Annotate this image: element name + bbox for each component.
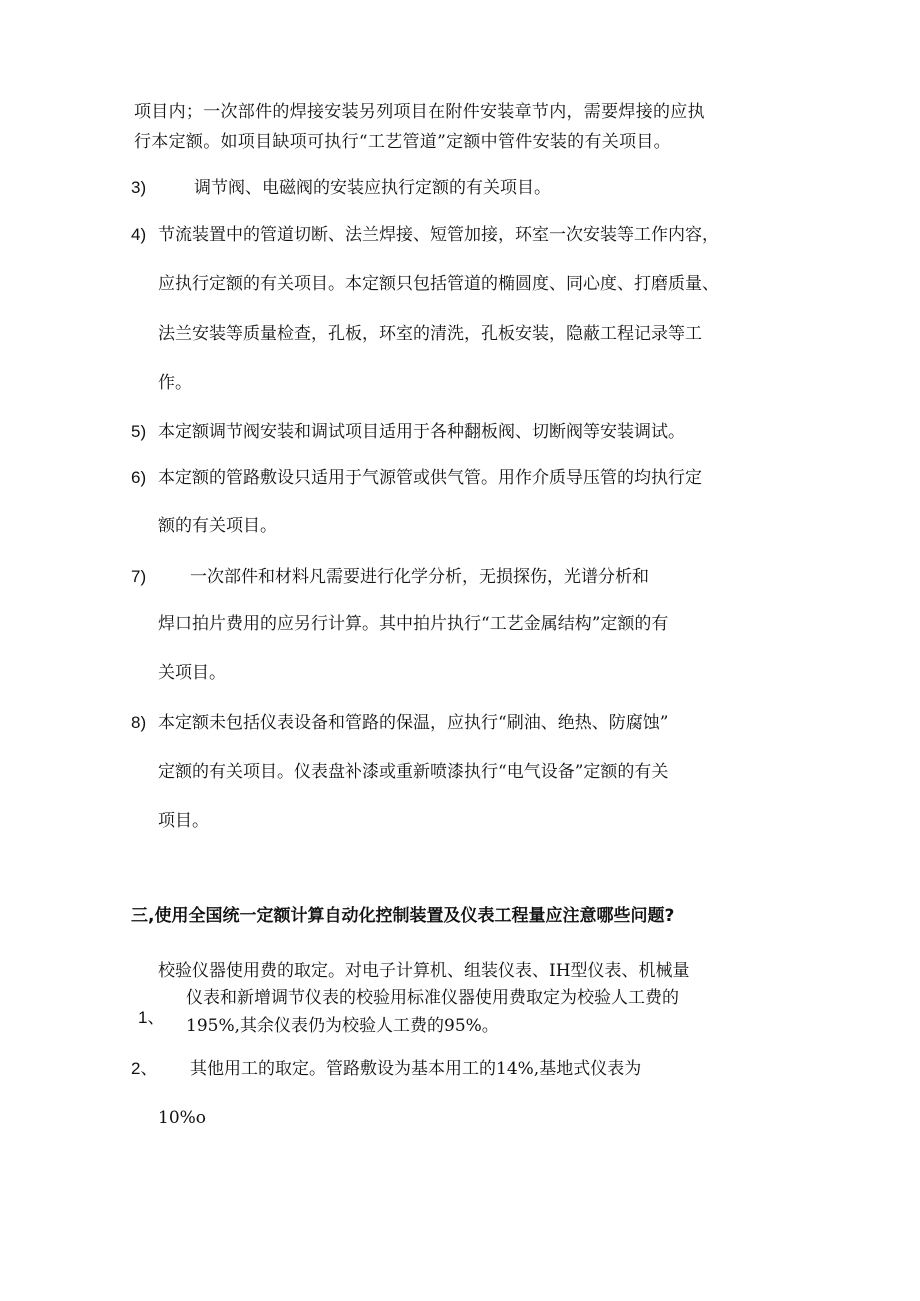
item-4-number: 4) [131,225,147,244]
item-7-number: 7) [131,567,147,586]
item-3-line-1: 调节阀、电磁阀的安装应执行定额的有关项目。 [194,178,551,198]
point-1-number: 1、 [138,1008,165,1027]
item-8-line-1: 本定额未包括仪表设备和管路的保温，应执行“刷油、绝热、防腐蚀” [158,713,669,733]
item-7-line-1: 一次部件和材料凡需要进行化学分析，无损探伤，光谱分析和 [190,567,649,587]
point-2-line-2: 10%o [158,1108,207,1128]
item-7-line-2: 焊口拍片费用的应另行计算。其中拍片执行“工艺金属结构”定额的有 [158,614,669,634]
point-2-number: 2、 [131,1059,158,1078]
point-1-line-2: 仪表和新增调节仪表的校验用标准仪器使用费取定为校验人工费的 [186,988,679,1008]
item-4-line-2: 应执行定额的有关项目。本定额只包括管道的椭圆度、同心度、打磨质量、 [158,274,719,294]
intro-line-1: 项目内；一次部件的焊接安装另列项目在附件安装章节内，需要焊接的应执 [134,102,705,122]
item-4-line-3: 法兰安装等质量检查，孔板，环室的清洗，孔板安装，隐蔽工程记录等工 [158,324,702,344]
item-6-number: 6) [131,468,147,487]
item-8-line-3: 项目。 [158,811,209,831]
item-5-line-1: 本定额调节阀安装和调试项目适用于各种翻板阀、切断阀等安装调试。 [158,422,685,442]
point-1-line-1: 校验仪器使用费的取定。对电子计算机、组装仪表、IH型仪表、机械量 [158,961,690,981]
item-4-line-1: 节流装置中的管道切断、法兰焊接、短管加接，环室一次安装等工作内容， [158,225,719,245]
item-5-number: 5) [131,422,147,441]
item-3-number: 3) [131,178,147,197]
item-8-number: 8) [131,713,147,732]
intro-line-2: 行本定额。如项目缺项可执行“工艺管道”定额中管件安装的有关项目。 [134,132,671,152]
section-heading: 三,使用全国统一定额计算自动化控制装置及仪表工程量应注意哪些问题? [131,906,675,926]
item-6-line-2: 额的有关项目。 [158,516,277,536]
item-4-line-4: 作。 [158,373,192,393]
item-8-line-2: 定额的有关项目。仪表盘补漆或重新喷漆执行“电气设备”定额的有关 [158,762,669,782]
item-7-line-3: 关项目。 [158,663,226,683]
point-2-line-1: 其他用工的取定。管路敷设为基本用工的14%,基地式仪表为 [190,1059,642,1079]
item-6-line-1: 本定额的管路敷设只适用于气源管或供气管。用作介质导压管的均执行定 [158,468,702,488]
point-1-line-3: 195%,其余仪表仍为校验人工费的95%。 [186,1016,499,1036]
